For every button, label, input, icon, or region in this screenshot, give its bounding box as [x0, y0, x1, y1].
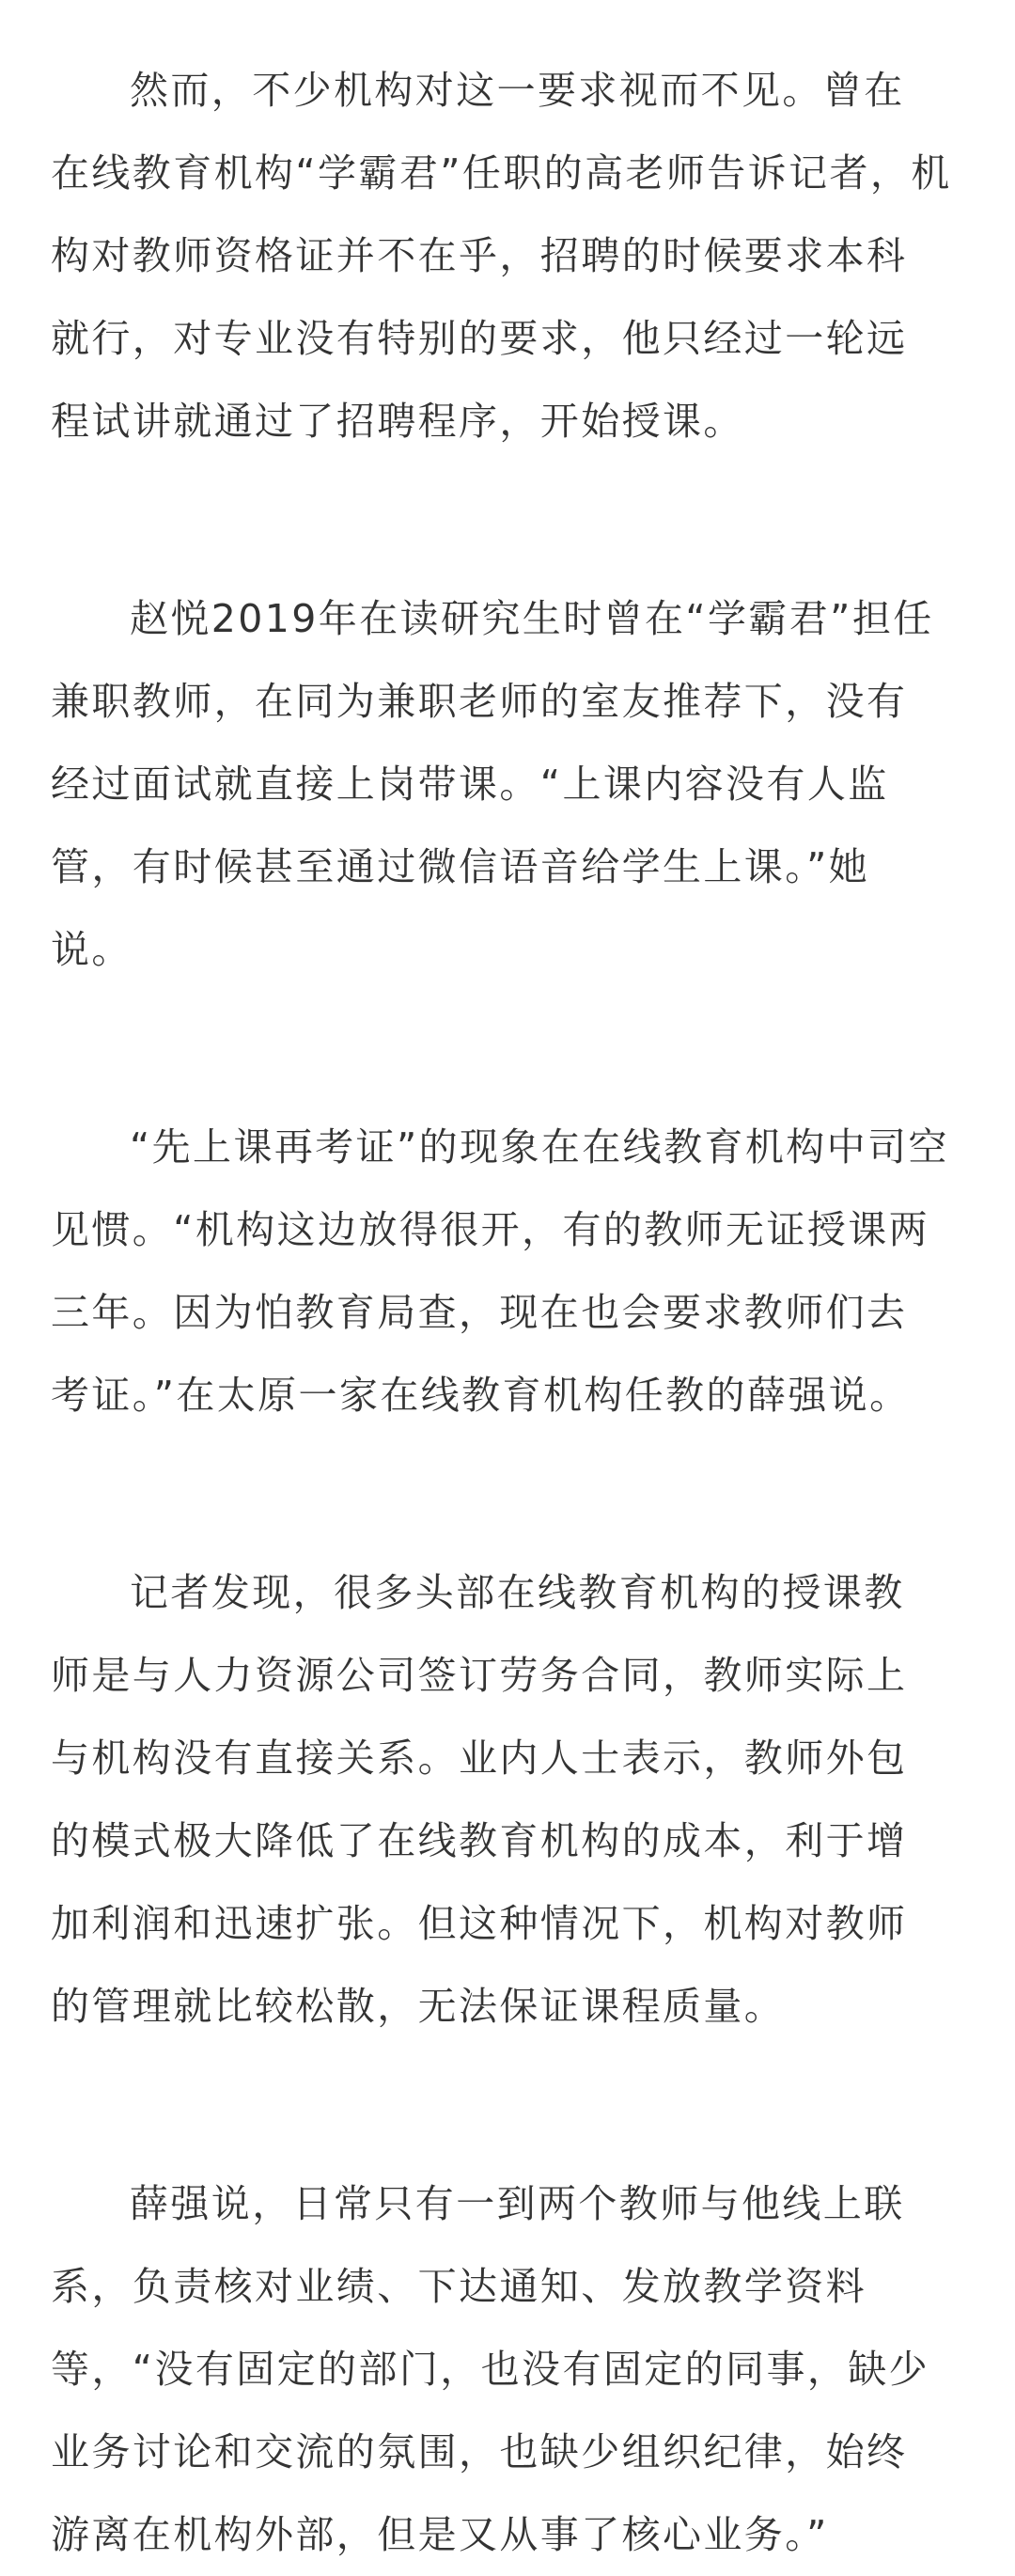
paragraph-line: 三年。因为怕教育局查，现在也会要求教师们去: [51, 1290, 908, 1335]
paragraph-3: [51, 1106, 970, 1437]
paragraph-line: 程试讲就通过了招聘程序，开始授课。: [51, 399, 744, 444]
paragraph-5: [51, 2162, 970, 2576]
paragraph-line: “先上课再考证”的现象在在线教育机构中司空: [130, 1124, 949, 1170]
paragraph-line: 薛强说，日常只有一到两个教师与他线上联: [130, 2181, 905, 2226]
paragraph-line: 师是与人力资源公司签订劳务合同，教师实际上: [51, 1653, 908, 1698]
paragraph-2: [51, 577, 970, 991]
paragraph-line: 说。: [51, 927, 133, 972]
paragraph-line: 见惯。“机构这边放得很开，有的教师无证授课两: [51, 1207, 930, 1252]
paragraph-line: 构对教师资格证并不在乎，招聘的时候要求本科: [51, 233, 908, 278]
paragraph-line: 管，有时候甚至通过微信语音给学生上课。”她: [51, 844, 870, 889]
paragraph-line: 业务讨论和交流的氛围，也缺少组织纪律，始终: [51, 2429, 908, 2474]
paragraph-line: 记者发现，很多头部在线教育机构的授课教: [130, 1570, 905, 1615]
paragraph-1: [51, 49, 970, 463]
paragraph-4: [51, 1551, 970, 2048]
paragraph-line: 赵悦2019年在读研究生时曾在“学霸君”担任: [130, 596, 934, 641]
paragraph-line: 系，负责核对业绩、下达通知、发放教学资料: [51, 2264, 867, 2309]
paragraph-line: 的模式极大降低了在线教育机构的成本，利于增: [51, 1818, 908, 1863]
paragraph-line: 在线教育机构“学霸君”任职的高老师告诉记者，机: [51, 150, 952, 196]
paragraph-line: 的管理就比较松散，无法保证课程质量。: [51, 1984, 786, 2029]
paragraph-line: 经过面试就直接上岗带课。“上课内容没有人监: [51, 762, 889, 807]
paragraph-line: 与机构没有直接关系。业内人士表示，教师外包: [51, 1736, 908, 1781]
paragraph-line: 加利润和迅速扩张。但这种情况下，机构对教师: [51, 1901, 908, 1946]
paragraph-line: 就行，对专业没有特别的要求，他只经过一轮远: [51, 316, 908, 361]
paragraph-line: 然而，不少机构对这一要求视而不见。曾在: [130, 68, 905, 113]
paragraph-line: 游离在机构外部，但是又从事了核心业务。”: [51, 2512, 829, 2557]
paragraph-line: 兼职教师，在同为兼职老师的室友推荐下，没有: [51, 679, 908, 724]
paragraph-line: 考证。”在太原一家在线教育机构任教的薛强说。: [51, 1373, 911, 1418]
article-body: [51, 49, 970, 2576]
paragraph-line: 等，“没有固定的部门，也没有固定的同事，缺少: [51, 2347, 930, 2392]
